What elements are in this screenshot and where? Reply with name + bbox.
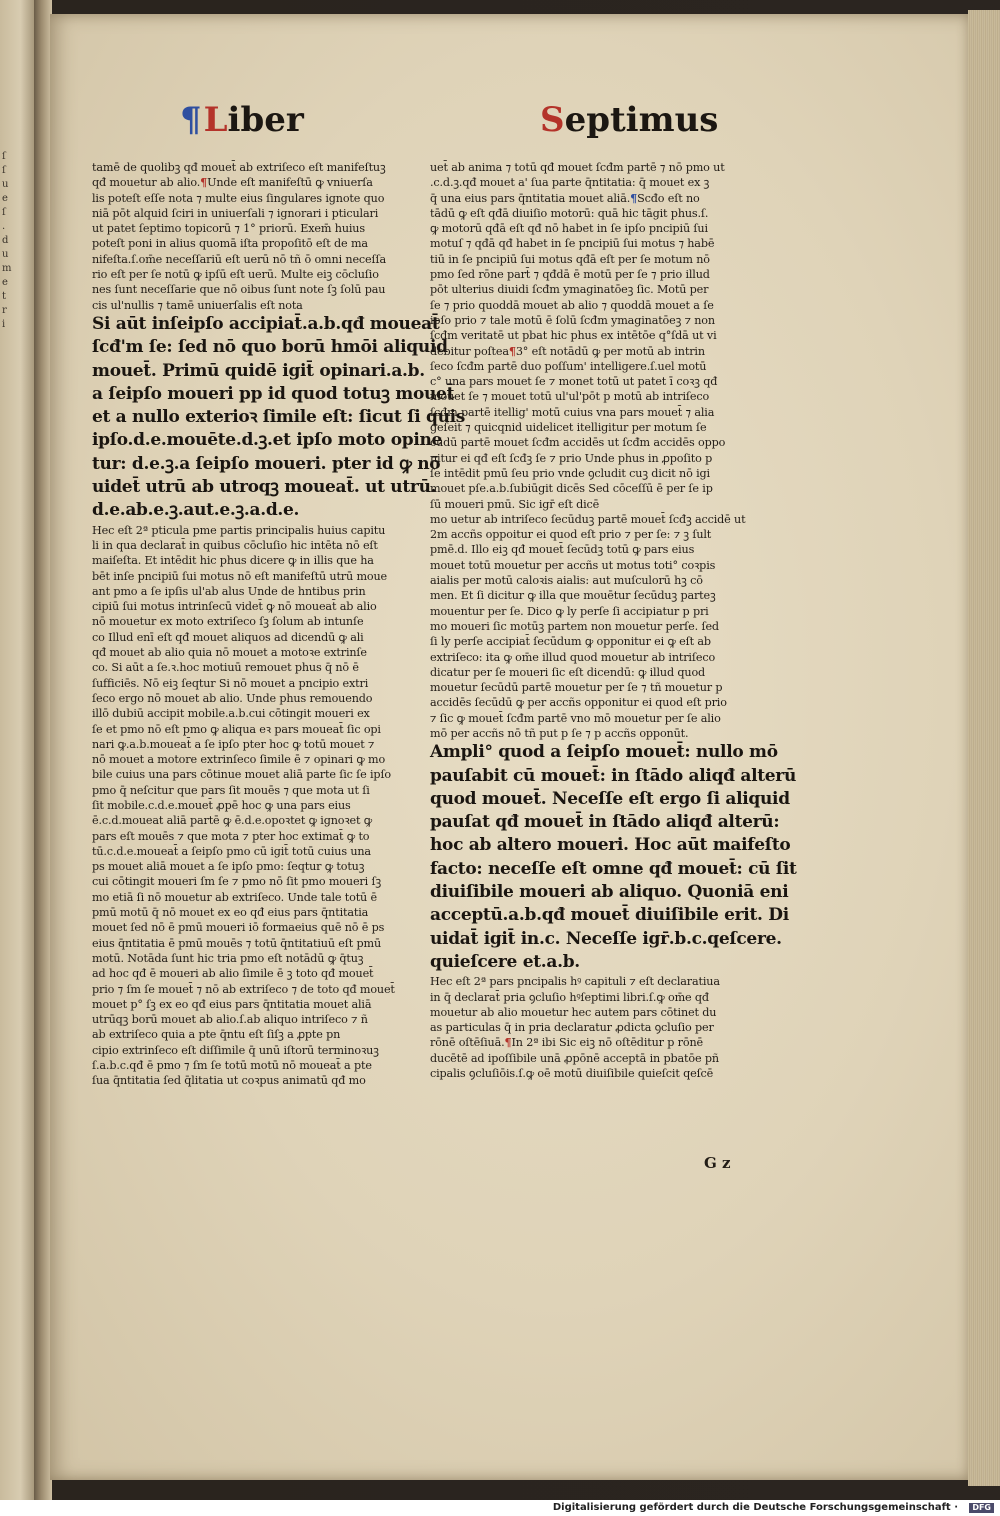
line-text: prio ⁊ ſm ſe mouet̄ ⁊ nō ab extriſeco ⁊ de toto qđ mouet̄: [92, 982, 395, 996]
text-line: [430, 252, 766, 267]
text-line: [430, 420, 766, 435]
line-text: Hec eſt 2ª pticula pme partis principalis huius capitu: [92, 523, 386, 537]
line-text: In 2ª ibi Sic eiꝫ nō oſtēditur p rōnē: [511, 1036, 703, 1050]
line-text: ps mouet aliā mouet a ſe ipſo pmo: ſeqtur ꝙ totuꝫ: [92, 860, 365, 874]
text-line: [430, 573, 766, 588]
line-text: bēt inſe pncipiū ſui motus nō eſt manifeſtū utrū moue: [92, 569, 388, 583]
text-line: [430, 680, 766, 695]
left-text-column: [92, 160, 466, 1089]
text-line: [430, 481, 766, 496]
line-text: c° una pars mouet ſe ⁊ monet totū ut patet ī coꝛꝫ qđ: [430, 375, 718, 389]
text-line: [92, 1012, 410, 1027]
line-text: ab extriſeco quia a pte q̄ntu eſt ſiſꝫ a ꝓpte pn: [92, 1028, 341, 1042]
text-line: [92, 569, 410, 584]
paragraph-mark: ¶: [200, 175, 208, 190]
text-line: [92, 890, 410, 905]
text-line-large: [92, 476, 437, 499]
text-line: [430, 267, 766, 282]
line-text: poteſt poni in alius quomā iſta propoſitō eſt de ma: [92, 237, 368, 251]
text-line: [92, 920, 410, 935]
text-line: [430, 175, 766, 190]
line-text: facto: neceſſe eſt omne qđ mouet̄: cū ſit: [430, 858, 797, 879]
text-line: [92, 982, 410, 997]
line-text: dicatur per ſe moueri ſic eſt dicendū: ꝙ illud quod: [430, 665, 706, 679]
text-line-large: [430, 881, 789, 904]
rubricated-initial: S: [540, 100, 565, 140]
text-line: [430, 221, 766, 236]
running-head-right: [540, 100, 718, 140]
text-line: [92, 966, 410, 981]
line-text: 3° eſt notādū ꝙ per motū ab intrin: [515, 344, 705, 358]
line-text: pmo q̄ neſcitur que pars ſit mouēs ⁊ que mota ut ſi: [92, 783, 370, 797]
text-line-large: [92, 360, 425, 383]
text-line-large: [430, 788, 790, 811]
text-line: [430, 1051, 766, 1066]
line-text: .c.d.ꝫ.qđ mouet a' ſua parte q̄ntitatia: q̄ mouet ex ꝫ: [430, 176, 710, 190]
running-head-right-text: eptimus: [564, 100, 719, 140]
text-line: [92, 722, 410, 737]
line-text: cui cōtingit moueri ſm ſe ⁊ pmo nō ſit pmo moueri ſꝫ: [92, 875, 382, 889]
text-line: [430, 282, 766, 297]
line-text: ſcđm veritatē ut pbat hic phus ex intētōe q°ſdā ut vi: [430, 329, 717, 343]
line-text: ſcđ'm ſe: ſed nō quo borū hmōi aliquid: [92, 337, 448, 358]
line-text: debitur poſtea: [430, 344, 509, 358]
running-head-left-text: iber: [227, 100, 304, 140]
text-line: [430, 650, 766, 665]
text-line: [92, 630, 410, 645]
text-line-large: [92, 336, 448, 359]
text-line: [430, 990, 766, 1005]
text-line-large: [430, 765, 797, 788]
page-stack-edge: [968, 10, 1000, 1486]
line-text: ſū moueri pmū. Sic igr̄ eſt dicē: [430, 497, 600, 511]
line-text: Scđo eſt no: [637, 191, 700, 205]
line-text: ſi ly perſe accipiat̄ ſecūdum ꝙ opponitur ei ꝙ eſt ab: [430, 635, 711, 649]
text-line: [430, 665, 766, 680]
text-line: [92, 737, 410, 752]
footer-credit: Digitalisierung gefördert durch die Deutsche Forschungsgemeinschaft ·: [552, 1502, 958, 1513]
text-line: [92, 767, 410, 782]
text-line: [92, 1043, 410, 1058]
line-text: cipiū ſui motus intrinſecū videt̄ ꝙ nō moueat̄ ab alio: [92, 600, 377, 614]
line-text: utrūqꝫ borū mouet ab alio.ſ.ab aliquo intriſeco ⁊ ñ: [92, 1013, 368, 1027]
text-line: [92, 874, 410, 889]
text-line: [430, 695, 766, 710]
text-line: [430, 313, 766, 328]
line-text: ant pmo a ſe ipſis ul'ab alus Unde de hntibus prin: [92, 584, 366, 598]
line-text: co. Si aūt a ſe.ꝛ.hoc motiuū remouet phus q̄ nō ē: [92, 661, 359, 675]
text-line-large: [430, 811, 780, 834]
line-text: mouet̄. Primū quidē igit̄ opinari.a.b.: [92, 360, 425, 381]
text-line: [430, 344, 766, 359]
dfg-logo: DFG: [969, 1503, 994, 1513]
text-line: [430, 298, 766, 313]
text-line: [430, 160, 766, 175]
text-line: [92, 676, 410, 691]
digitization-footer: [0, 1500, 1000, 1516]
text-line: [92, 553, 410, 568]
line-text: ſe ⁊ prio quoddā mouet ab alio ⁊ quoddā mouet a ſe: [430, 298, 714, 312]
line-text: li in qua declarat̄ in quibus cōcluſio hic intēta nō eſt: [92, 538, 378, 552]
line-text: lis poteſt eſſe nota ⁊ multe eius ſingulares ignote quo: [92, 191, 385, 205]
signature-mark: G z: [704, 1154, 731, 1172]
line-text: mouetur ſecūdū partē mouetur per ſe ⁊ tñ mouetur p: [430, 681, 723, 695]
line-text: ⁊ ſic ꝙ mouet̄ ſcđm partē vno mō mouetur per ſe alio: [430, 711, 721, 725]
text-line: [92, 191, 410, 206]
line-text: quieſcere et.a.b.: [430, 951, 580, 972]
line-text: mouentur per ſe. Dico ꝙ ly perſe ſi accipiatur p pri: [430, 604, 709, 618]
line-text: mouet p° ſꝫ ex eo qđ eius pars q̄ntitatia mouet aliā: [92, 997, 372, 1011]
line-text: uet̄ ab anima ⁊ totū qđ mouet ſcđm partē ⁊ nō pmo ut: [430, 161, 725, 174]
text-line: [430, 558, 766, 573]
line-text: mouet pſe.a.b.ſubiūgit dicēs Sed cōceſſū ē per ſe ip: [430, 482, 713, 496]
text-line: [430, 1020, 766, 1035]
line-text: hoc ab altero moueri. Hoc aūt maifeſto: [430, 835, 791, 856]
text-line-large: [430, 741, 778, 764]
line-text: nō mouetur ex moto extriſeco ſꝫ ſolum ab intunſe: [92, 615, 364, 629]
text-line: [92, 844, 410, 859]
text-line: [92, 997, 410, 1012]
text-line: [92, 783, 410, 798]
line-text: tamē de quolibꝫ qđ mouet̄ ab extriſeco eſt manifeſtuꝫ: [92, 161, 386, 174]
text-line: [92, 236, 410, 251]
text-line: [430, 405, 766, 420]
line-text: quod mouet̄. Neceſſe eſt ergo ſi aliquid: [430, 788, 790, 809]
text-line: [92, 175, 410, 190]
line-text: ſe et pmo nō eſt pmo ꝙ aliqua eꝛ pars moueat̄ ſic opi: [92, 722, 381, 736]
line-text: cipio extrinſeco eſt diſſimile q̄ unū iſtorū terminoꝛuꝫ: [92, 1043, 379, 1057]
running-head-left: [180, 100, 304, 140]
line-text: mō per accñs nō tñ put p ſe ⁊ p accñs opponūt.: [430, 726, 689, 740]
line-text: rōnē oſtēſiuā.: [430, 1036, 505, 1050]
line-text: co Illud enī eſt qđ mouet aliquos ad dicendū ꝙ ali: [92, 630, 364, 644]
line-text: tādū ꝙ eſt qđā diuiſio motorū: quā hic tāgit phus.ſ.: [430, 206, 709, 220]
text-line: [430, 1066, 766, 1081]
rubricated-initial: L: [203, 100, 228, 140]
text-line: [430, 619, 766, 634]
line-text: ſua q̄ntitatia ſed q̄litatia ut coꝛpus animatū qđ mo: [92, 1074, 366, 1088]
line-text: men. Et ſi dicitur ꝙ illa que mouētur ſecūduꝫ parteꝫ: [430, 589, 716, 603]
line-text: diuiſibile moueri ab aliquo. Quoniā eni: [430, 882, 789, 903]
line-text: niā pōt alquid ſciri in uniuerſali ⁊ ignorari i pticulari: [92, 206, 379, 220]
line-text: uidet̄ utrū ab utroqꝫ moueat̄. ut utrū.: [92, 477, 437, 498]
text-line: [430, 974, 766, 989]
line-text: nari ꝙ.a.b.moueat̄ a ſe ipſo pter hoc ꝙ totū mouet ⁊: [92, 737, 375, 751]
text-line: [92, 645, 410, 660]
text-line-large: [92, 453, 441, 476]
paragraph-mark: ¶: [504, 1035, 512, 1050]
line-text: motū. Notāda ſunt hic tria pmo eſt notādū ꝙ q̄tuꝫ: [92, 951, 364, 965]
line-text: geſeit ⁊ quicqnid uidelicet itelligitur per motum ſe: [430, 421, 707, 435]
line-text: pmo ſed rōne part̄ ⁊ qđdā ē motū per ſe ⁊ prio illud: [430, 268, 710, 282]
line-text: cipalis ꝯcluſiōis.ſ.ꝙ oē motū diuiſibile quieſcit qeſcē: [430, 1067, 714, 1081]
line-text: ad hoc qđ ē moueri ab alio ſimile ē ꝫ toto qđ mouet̄: [92, 967, 374, 981]
text-line: [92, 691, 410, 706]
text-line: [92, 599, 410, 614]
text-line: [430, 451, 766, 466]
text-line: [92, 752, 410, 767]
text-line: [92, 706, 410, 721]
text-line: [430, 435, 766, 450]
text-line-large: [92, 383, 455, 406]
line-text: a ſeipſo moueri pp id quod totuꝫ mouet̄: [92, 383, 455, 404]
line-text: pōt ulterius diuidi ſcđm ymaginatōeꝫ ſic. Motū per: [430, 283, 709, 297]
line-text: eius q̄ntitatia ē pmū mouēs ⁊ totū q̄ntitatiuū eſt pmū: [92, 936, 382, 950]
text-line: [92, 660, 410, 675]
right-text-column: [430, 160, 797, 1081]
line-text: ipſo prio ⁊ tale motū ē ſolū ſcđm ymaginatōeꝫ ⁊ non: [430, 313, 715, 327]
text-line-large: [92, 313, 440, 336]
line-text: rio eſt per ſe notū ꝙ ipſū eſt uerū. Multe eiꝫ cōcluſio: [92, 268, 379, 282]
text-line-large: [92, 499, 410, 522]
line-text: ꝙ motorū qđā eſt qđ nō habet in ſe ipſo pncipiū ſui: [430, 222, 708, 236]
line-text: mouet ſed nō ē pmū moueri iō formaeius quē nō ē ps: [92, 921, 385, 935]
line-text: nes ſunt neceſſarie que nō oibus ſunt note ſꝫ ſolū pau: [92, 283, 386, 297]
line-text: pauſat qđ mouet̄ in ſtādo aliqđ alterū:: [430, 812, 780, 833]
line-text: acceptū.a.b.qđ mouet̄ diuiſibile erit. Di: [430, 905, 789, 926]
line-text: illō dubiū accipit mobile.a.b.cui cōtingit moueri ex: [92, 707, 370, 721]
line-text: pauſabit cū mouet̄: in ſtādo aliqđ alterū: [430, 765, 797, 786]
facing-page-text: ſ ſ u e ſ . d u m e t r i: [2, 151, 11, 330]
text-line: [92, 523, 410, 538]
line-text: ſeco ſcđm partē duo poſſum' intelligere.ſ.uel motū: [430, 359, 707, 373]
paragraph-mark: ¶: [630, 190, 638, 205]
text-line: [92, 282, 410, 297]
line-text: tur: d.e.ꝫ.a ſeipſo moueri. pter id ꝙ nō: [92, 453, 441, 474]
line-text: extriſeco: ita ꝙ om̄e illud quod mouetur ab intriſeco: [430, 650, 716, 664]
line-text: Ampli° quod a ſeipſo mouet̄: nullo mō: [430, 742, 778, 763]
pilcrow-mark: ¶: [180, 100, 202, 140]
line-text: nifeſta.ſ.om̄e neceſſariū eſt uerū nō tñ ō omni neceſſa: [92, 252, 387, 266]
line-text: nitur ei qđ eſt ſcđꝫ ſe ⁊ prio Unde phus in ꝓpoſito p: [430, 451, 713, 465]
text-line-large: [430, 834, 791, 857]
text-line: [92, 160, 410, 175]
line-text: pmē.d. Illo eiꝫ qđ mouet̄ ſecūdꝫ totū ꝙ pars eius: [430, 543, 695, 557]
text-line: [92, 584, 410, 599]
facing-page-edge: [0, 0, 34, 1500]
line-text: mouet ſe ⁊ mouet totū ul'ul'pōt p motū ab intriſeco: [430, 390, 710, 404]
text-line: [430, 604, 766, 619]
line-text: ſ.a.b.c.qđ ē pmo ⁊ ſm ſe totū motū nō moueat̄ a pte: [92, 1059, 372, 1073]
text-line: [92, 252, 410, 267]
text-line: [92, 267, 410, 282]
text-line: [92, 951, 410, 966]
line-text: mo etiā ſi nō mouetur ab extriſeco. Unde tale totū ē: [92, 890, 377, 904]
text-line: [430, 359, 766, 374]
text-line: [430, 328, 766, 343]
line-text: Hec eſt 2ª pars pncipalis hꝰ capituli ⁊ eſt declaratiua: [430, 975, 720, 989]
line-text: uidat̄ igit̄ in.c. Neceſſe igr̄.b.c.qeſcere.: [430, 928, 782, 949]
text-line: [430, 726, 766, 741]
line-text: ducētē ad ipoſſibile unā ꝓpōnē acceptā in pbatōe pñ: [430, 1051, 719, 1065]
text-line: [430, 634, 766, 649]
line-text: ſufficiēs. Nō eiꝫ ſeqtur Si nō mouet a pncipio extri: [92, 676, 369, 690]
line-text: et a nullo exterioꝛ ſimile eſt: ſicut ſi quis: [92, 407, 466, 428]
line-text: tiū in ſe pncipiū ſui motus qđā eſt per ſe motum nō: [430, 252, 710, 266]
line-text: cūdū partē mouet ſcđm accidēs ut ſcđm accidēs oppo: [430, 436, 726, 450]
text-line: [430, 1005, 766, 1020]
text-line: [92, 1058, 410, 1073]
line-text: mo uetur ab intriſeco ſecūduꝫ partē mouet̄ ſcđꝫ accidē ut: [430, 512, 746, 526]
text-line: [92, 614, 410, 629]
line-text: ipſo.d.e.mouēte.d.ꝫ.et ipſo moto opine: [92, 430, 443, 451]
line-text: motuſ ⁊ qđā qđ habet in ſe pncipiū ſui motus ⁊ habē: [430, 237, 715, 251]
text-line: [430, 374, 766, 389]
text-line: [430, 527, 766, 542]
text-line: [430, 206, 766, 221]
text-line: [92, 859, 410, 874]
text-line-large: [92, 406, 466, 429]
text-line: [92, 1073, 410, 1088]
line-text: 2m accñs oppoitur ei quod eſt prio ⁊ per ſe: ⁊ ꝫ ſult: [430, 528, 712, 542]
line-text: qđ mouet ab alio quia nō mouet a motoꝛe extrinſe: [92, 646, 367, 660]
line-text: in q̄ declarat̄ pria ꝯcluſio hꝰſeptimi libri.ſ.ꝙ om̄e qđ: [430, 990, 709, 1004]
text-line: [92, 936, 410, 951]
text-line-large: [430, 858, 797, 881]
text-line: [92, 1027, 410, 1042]
line-text: ſeco ergo nō mouet ab alio. Unde phus remouendo: [92, 691, 373, 705]
text-line: [92, 298, 410, 313]
line-text: ē.c.d.moueat aliā partē ꝙ ē.d.e.opoꝛtet ꝙ ignoꝛet ꝙ: [92, 814, 373, 828]
text-line: [430, 389, 766, 404]
text-line: [430, 711, 766, 726]
line-text: ſit mobile.c.d.e.mouet̄ ꝓpē hoc ꝙ una pars eius: [92, 798, 351, 812]
text-line: [430, 466, 766, 481]
text-line: [430, 236, 766, 251]
text-line: [92, 813, 410, 828]
text-line: [92, 538, 410, 553]
line-text: ſe intēdit pmū ſeu prio vnde ꝯcludit cuꝫ dicit nō igi: [430, 466, 710, 480]
text-line: [92, 798, 410, 813]
line-text: accidēs ſecūdū ꝙ per accñs opponitur ei quod eſt prio: [430, 696, 727, 710]
text-line: [430, 191, 766, 206]
text-line: [430, 542, 766, 557]
text-line: [92, 221, 410, 236]
text-line: [430, 497, 766, 512]
line-text: tū.c.d.e.moueat̄ a ſeipſo pmo cū igit̄ totū cuius una: [92, 844, 371, 858]
line-text: mo moueri ſic motūꝫ partem non mouetur perſe. ſed: [430, 619, 719, 633]
text-line-large: [430, 904, 789, 927]
paragraph-mark: ¶: [508, 343, 516, 358]
line-text: bile cuius una pars cōtinue mouet aliā parte ſic ſe ipſo: [92, 768, 392, 782]
text-line: [92, 206, 410, 221]
line-text: pmū motū q̄ nō mouet ex eo qđ eius pars q̄ntitatia: [92, 906, 369, 920]
text-line: [92, 829, 410, 844]
text-line-large: [92, 429, 443, 452]
line-text: pars eſt mouēs ⁊ que mota ⁊ pter hoc extimat̄ ꝙ to: [92, 829, 370, 843]
line-text: aialis per motū caloꝛis aialis: aut muſculorū hꝫ cō: [430, 574, 703, 588]
line-text: nō mouet a motore extrinſeco ſimile ē ⁊ opinari ꝙ mo: [92, 753, 386, 767]
text-line-large: [430, 928, 782, 951]
line-text: as particulas q̄ in pria declaratur ꝓdicta ꝯcluſio per: [430, 1021, 714, 1035]
line-text: Si aūt inſeipſo accipiat̄.a.b.qđ moueat̄: [92, 313, 440, 334]
line-text: ut patet ſeptimo topicorū ⁊ 1° priorū. Exem̄ huius: [92, 222, 365, 236]
line-text: d.e.ab.e.ꝫ.aut.e.ꝫ.a.d.e.: [92, 500, 300, 521]
line-text: q̄ una eius pars q̄ntitatia mouet aliā.: [430, 191, 631, 205]
line-text: mouet totū mouetur per accñs ut motus toti° coꝛpis: [430, 558, 716, 572]
line-text: Unde eſt manifeſtū ꝙ vniuerſa: [207, 176, 373, 190]
text-line: [430, 1035, 766, 1050]
line-text: mouetur ab alio mouetur hec autem pars cōtinet du: [430, 1005, 717, 1019]
text-line-large: [430, 951, 766, 974]
line-text: cis ul'nullis ⁊ tamē uniuerſalis eſt nota: [92, 298, 303, 312]
text-line: [92, 905, 410, 920]
line-text: maiſeſta. Et intēdit hic phus dicere ꝙ in illis que ha: [92, 554, 374, 568]
text-line: [430, 512, 766, 527]
line-text: ſcđm partē itellig' motū cuius vna pars mouet̄ ⁊ alia: [430, 405, 715, 419]
line-text: qđ mouetur ab alio.: [92, 176, 201, 190]
text-line: [430, 588, 766, 603]
